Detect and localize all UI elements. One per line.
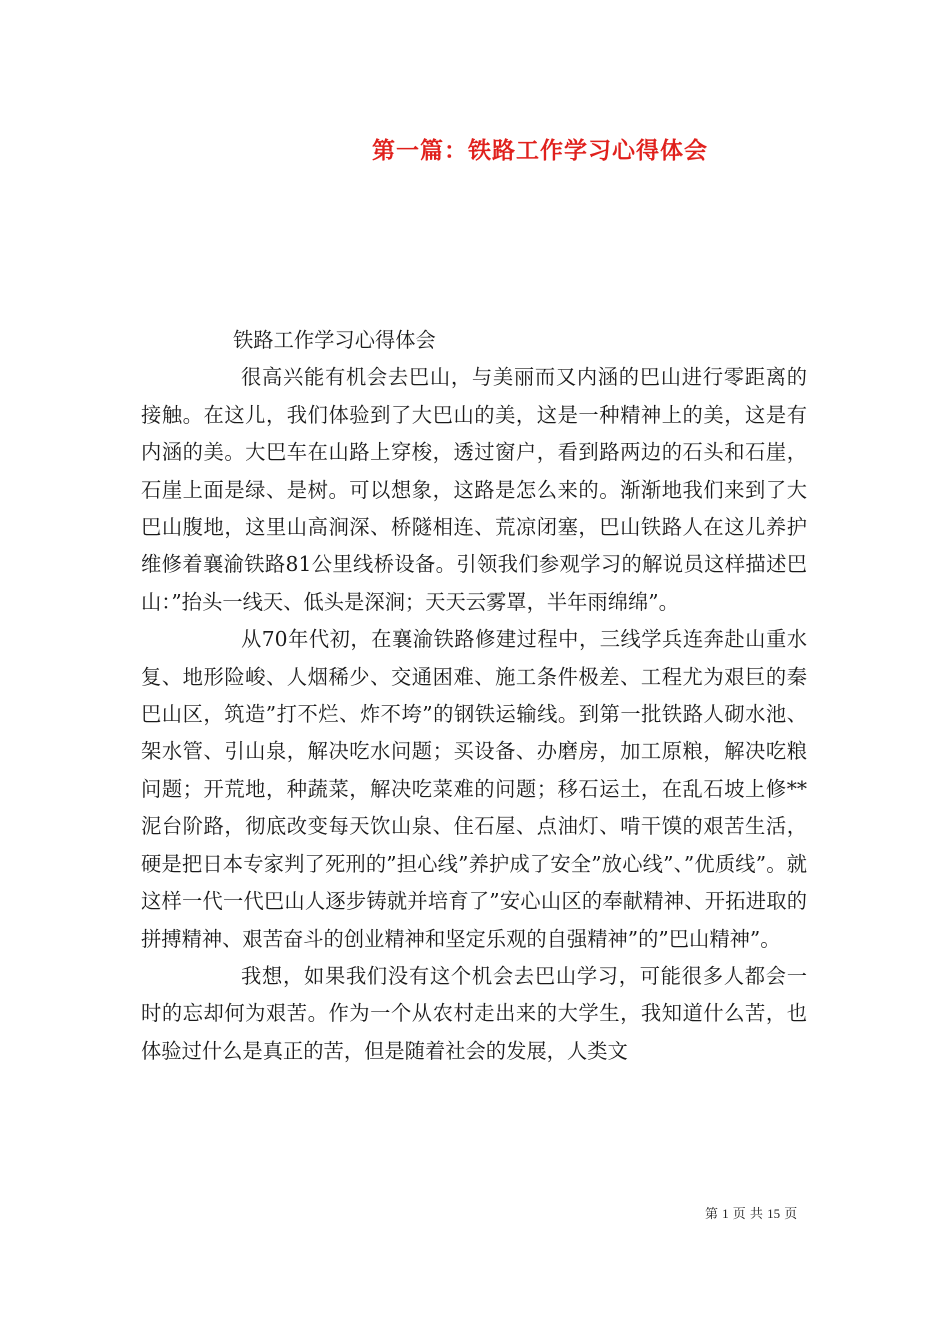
- footer-prefix: 第: [705, 1207, 719, 1222]
- footer-suffix: 页: [784, 1207, 798, 1222]
- paragraph-1: 很高兴能有机会去巴山，与美丽而又内涵的巴山进行零距离的接触。在这儿，我们体验到了大巴山的美，这是一种精神上的美，这是有内涵的美。大巴车在山路上穿梭，透过窗户，看到路两边的石头和石崖，石崖上面是绿、是树。可以想象，这路是怎么来的。渐渐地我们来到了大巴山腹地，这里山高涧深、桥隧相连、荒凉闭塞，巴山铁路人在这儿养护维修着襄渝铁路81公里线桥设备。引领我们参观学习的解说员这样描述巴山：”抬头一线天、低头是深涧；天天云雾罩，半年雨绵绵”。: [141, 365, 807, 614]
- section-subtitle: 铁路工作学习心得体会: [233, 328, 436, 352]
- footer-total-pages: 15: [767, 1206, 781, 1221]
- document-body: [141, 322, 807, 1070]
- paragraph-3: 我想，如果我们没有这个机会去巴山学习，可能很多人都会一时的忘却何为艰苦。作为一个从农村走出来的大学生，我知道什么苦，也体验过什么是真正的苦，但是随着社会的发展，人类文: [141, 963, 807, 1063]
- footer-middle: 页 共: [732, 1207, 763, 1222]
- footer-current-page: 1: [722, 1206, 729, 1221]
- paragraph-2: 从70年代初，在襄渝铁路修建过程中，三线学兵连奔赴山重水复、地形险峻、人烟稀少、交通困难、施工条件极差、工程尤为艰巨的秦巴山区，筑造”打不烂、炸不垮”的钢铁运输线。到第一批铁路人砌水池、架水管、引山泉，解决吃水问题；买设备、办磨房，加工原粮，解决吃粮问题；开荒地，种蔬菜，解决吃菜难的问题；移石运土，在乱石坡上修**泥台阶路，彻底改变每天饮山泉、住石屋、点油灯、啃干馍的艰苦生活，硬是把日本专家判了死刑的”担心线”养护成了安全”放心线”、”优质线”。就这样一代一代巴山人逐步铸就并培育了”安心山区的奉献精神、开拓进取的拼搏精神、艰苦奋斗的创业精神和坚定乐观的自强精神”的”巴山精神”。: [141, 627, 807, 951]
- document-title: 第一篇：铁路工作学习心得体会: [372, 137, 708, 164]
- page-footer: [705, 1203, 797, 1222]
